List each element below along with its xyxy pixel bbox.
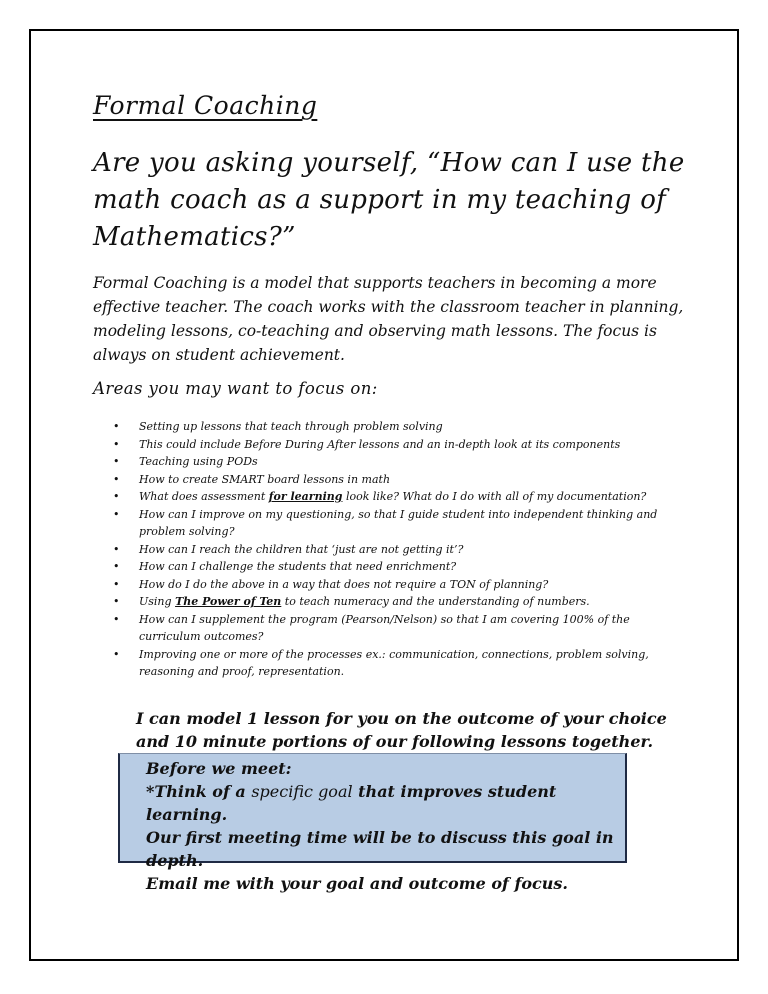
list-item: • This could include Before During After lessons and an in-depth look at its components [109, 436, 669, 454]
list-item: • Setting up lessons that teach through problem solving [109, 418, 669, 436]
list-item-text: to teach numeracy and the understanding of numbers. [281, 595, 590, 608]
emphasis-text: for learning [268, 490, 343, 503]
list-item-text: look like? What do I do with all of my documentation? [342, 490, 647, 503]
list-item [109, 593, 669, 611]
focus-list [109, 418, 669, 681]
list-item: • How can I improve on my questioning, so that I guide student into independent thinking and problem solving? [109, 506, 669, 541]
meeting-callout-box [118, 753, 627, 893]
focus-heading: Areas you may want to focus on: [93, 379, 378, 398]
list-item: • Improving one or more of the processes ex.: communication, connections, problem solving, reasoning and proof, representation. [109, 646, 669, 681]
callout-emphasis: specific goal [251, 782, 353, 801]
callout-line: Email me with your goal and outcome of focus. [146, 874, 568, 893]
list-item: • How can I reach the children that ‘just are not getting it’? [109, 541, 669, 559]
guiding-question: Are you asking yourself, “How can I use the math coach as a support in my teaching of Mathematics?” [93, 148, 685, 252]
list-item [109, 488, 669, 506]
callout-line: Our first meeting time will be to discuss this goal in depth. [146, 828, 614, 870]
list-item-text: What does assessment [139, 490, 269, 503]
offer-statement: I can model 1 lesson for you on the outcome of your choice and 10 minute portions of our following lessons together. [136, 709, 667, 751]
callout-text: *Think of a [146, 782, 252, 801]
list-item-text: Using [139, 595, 176, 608]
document-page [29, 29, 739, 961]
callout-line [146, 780, 625, 826]
list-item: • Teaching using PODs [109, 453, 669, 471]
document-title: Formal Coaching [93, 91, 318, 120]
list-item: • How do I do the above in a way that does not require a TON of planning? [109, 576, 669, 594]
list-item: • How to create SMART board lessons in math [109, 471, 669, 489]
emphasis-text: The Power of Ten [175, 595, 282, 608]
list-item: • How can I challenge the students that need enrichment? [109, 558, 669, 576]
callout-text: that improves student learning. [146, 782, 557, 824]
callout-line: Before we meet: [146, 759, 292, 778]
list-item: • How can I supplement the program (Pearson/Nelson) so that I am covering 100% of the curriculum outcomes? [109, 611, 669, 646]
intro-paragraph: Formal Coaching is a model that supports teachers in becoming a more effective teacher. The coach works with the classroom teacher in planning, modeling lessons, co-teaching and observing math lessons. The focus is always on student achievement. [93, 274, 684, 364]
